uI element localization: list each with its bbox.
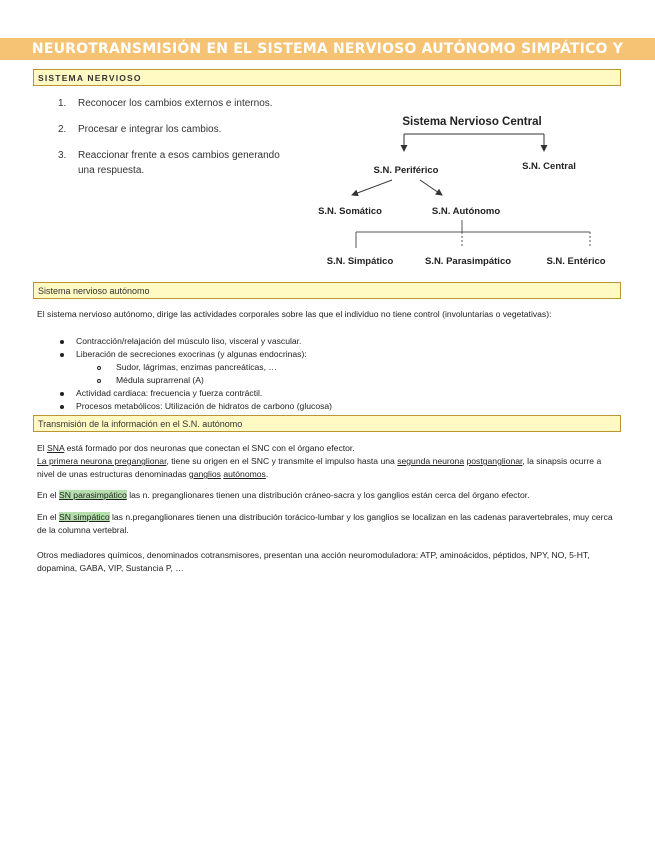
list-number: 1. — [58, 98, 67, 109]
bullet-item: Procesos metabólicos: Utilización de hidratos de carbono (glucosa) — [76, 401, 333, 411]
diagram-node-autonomo: S.N. Autónomo — [431, 206, 501, 217]
bullet-icon — [60, 353, 64, 357]
paragraph-sna: El SNA está formado por dos neuronas que conectan el SNC con el órgano efector. — [37, 443, 355, 453]
section-header-transmision: Transmisión de la información en el S.N. autónomo — [33, 415, 621, 432]
paragraph-parasimpatico: En el SN parasimpático las n. preganglionares tienen una distribución cráneo-sacra y los ganglios están cerca del órgano efector. — [37, 490, 530, 500]
paragraph-neuronas: La primera neurona preganglionar, tiene su origen en el SNC y transmite el impulso hasta una segunda neurona postganglionar, la sinapsis ocurre a nivel de unas estructuras denominadas ganglios autónomos. — [37, 456, 602, 479]
diagram-root: Sistema Nervioso Central — [402, 116, 542, 128]
term-postganglionar: postganglionar — [466, 456, 523, 466]
sna-intro: El sistema nervioso autónomo, dirige las actividades corporales sobre las que el individuo no tiene control (involuntarias o vegetativas): — [37, 309, 552, 319]
bullet-icon — [60, 405, 64, 409]
section-header-sistema-nervioso: SISTEMA NERVIOSO — [33, 69, 621, 86]
diagram-node-parasimpatico: S.N. Parasimpático — [424, 256, 512, 267]
sub-bullet-item: Sudor, lágrimas, enzimas pancreáticas, … — [116, 362, 277, 372]
bullet-icon — [60, 392, 64, 396]
list-item — [58, 96, 298, 111]
list-item — [58, 148, 298, 178]
list-item — [58, 122, 298, 137]
nervous-system-diagram — [300, 108, 620, 273]
bullet-item: Contracción/relajación del músculo liso, visceral y vascular. — [76, 336, 302, 346]
page-title: NEUROTRANSMISIÓN EN EL SISTEMA NERVIOSO AUTÓNOMO SIMPÁTICO Y — [0, 38, 655, 60]
sub-bullet-item: Médula suprarrenal (A) — [116, 375, 204, 385]
diagram-node-central: S.N. Central — [522, 161, 576, 172]
diagram-node-simpatico: S.N. Simpático — [326, 256, 394, 267]
bullet-icon — [60, 340, 64, 344]
term-autonomos: autónomos — [223, 469, 266, 479]
paragraph-simpatico: En el SN simpático las n.preganglionares tienen una distribución torácico-lumbar y los ganglios se localizan en las cadenas paravertebrales, muy cerca de la columna vertebral. — [37, 512, 613, 535]
numbered-list — [58, 96, 298, 189]
term-primera-neurona: La primera neurona preganglionar — [37, 456, 167, 466]
list-text: Reaccionar frente a esos cambios generando una respuesta. — [78, 150, 280, 176]
paragraph-cotransmisores: Otros mediadores químicos, denominados cotransmisores, presentan una acción neuromoduladora: ATP, aminoácidos, péptidos, NPY, NO, 5-HT, dopamina, GABA, VIP, Sustancia P, … — [37, 550, 590, 573]
sub-bullet-icon — [97, 366, 101, 370]
diagram-node-periferico: S.N. Periférico — [373, 165, 439, 176]
section-header-sna: Sistema nervioso autónomo — [33, 282, 621, 299]
list-number: 2. — [58, 124, 67, 135]
term-segunda-neurona: segunda neurona — [397, 456, 465, 466]
sub-bullet-icon — [97, 379, 101, 383]
bullet-item: Liberación de secreciones exocrinas (y algunas endocrinas): — [76, 349, 307, 359]
bullet-item: Actividad cardiaca: frecuencia y fuerza contráctil. — [76, 388, 263, 398]
list-text: Reconocer los cambios externos e internos. — [78, 98, 273, 109]
term-sna: SNA — [47, 443, 65, 453]
list-number: 3. — [58, 150, 67, 161]
diagram-node-somatico: S.N. Somático — [318, 206, 382, 217]
highlight-sn-simpatico: SN simpático — [58, 512, 110, 522]
list-text: Procesar e integrar los cambios. — [78, 124, 222, 135]
diagram-node-enterico: S.N. Entérico — [546, 256, 606, 267]
highlight-sn-parasimpatico: SN parasimpático — [58, 490, 127, 500]
term-ganglios: ganglios — [188, 469, 221, 479]
